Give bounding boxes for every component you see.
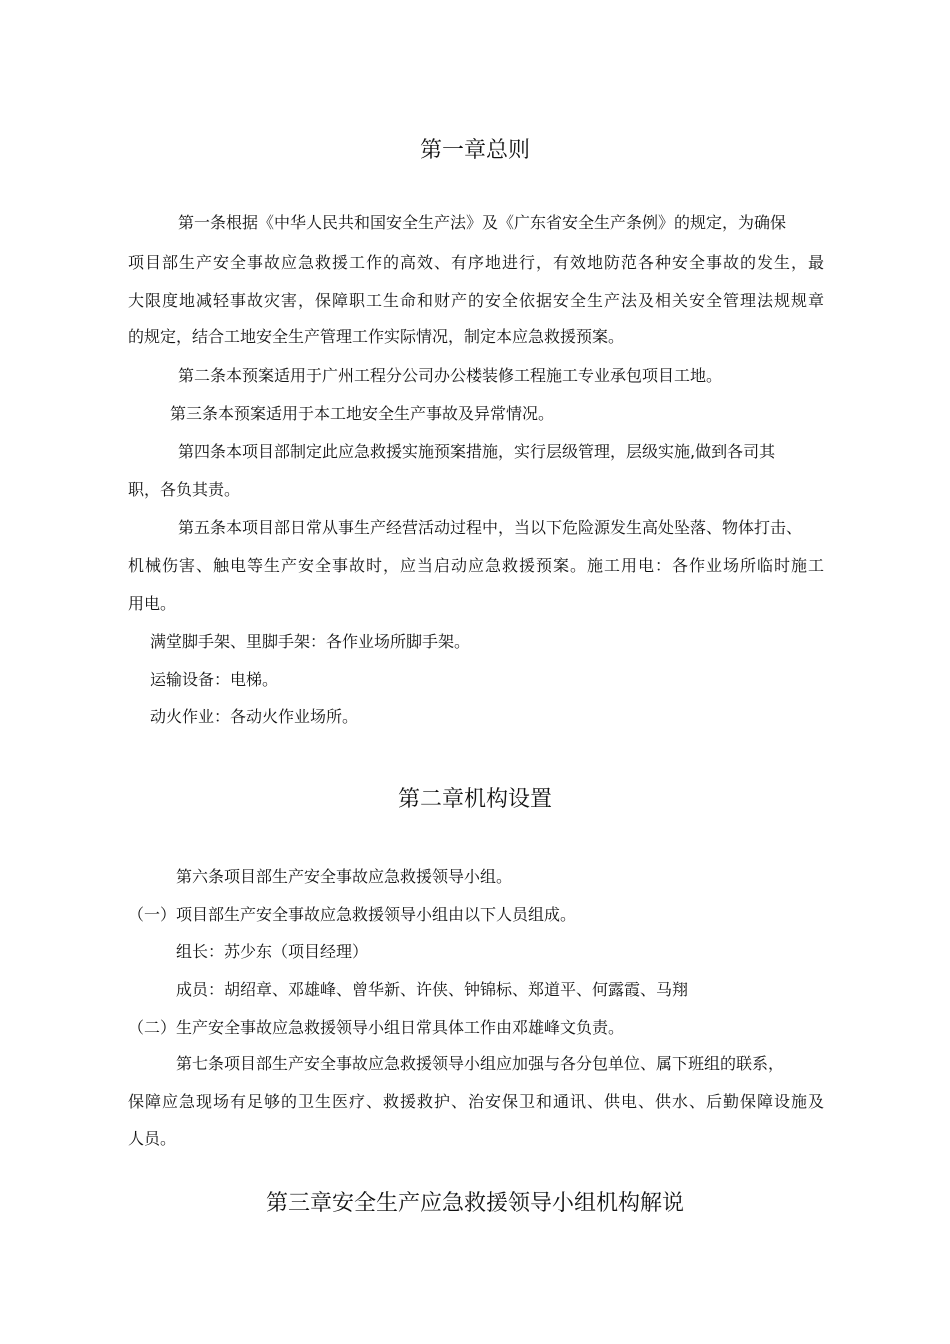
hazard-scaffold: 满堂脚手架、里脚手架：各作业场所脚手架。 xyxy=(150,632,471,651)
article-5-line-3: 用电。 xyxy=(128,594,177,613)
hazard-transport: 运输设备：电梯。 xyxy=(150,670,279,689)
article-4-line-2: 职，各负其责。 xyxy=(128,480,241,499)
hazard-hotwork: 动火作业：各动火作业场所。 xyxy=(150,707,359,726)
article-5-line-1: 第五条本项目部日常从事生产经营活动过程中，当以下危险源发生高处坠落、物体打击、 xyxy=(178,518,803,537)
article-1-line-1: 第一条根据《中华人民共和国安全生产法》及《广东省安全生产条例》的规定，为确保 xyxy=(178,213,787,232)
article-7-line-3: 人员。 xyxy=(128,1129,177,1148)
chapter-1-title: 第一章总则 xyxy=(419,138,530,163)
article-2: 第二条本预案适用于广州工程分公司办公楼装修工程施工专业承包项目工地。 xyxy=(178,366,723,385)
section-1: （一）项目部生产安全事故应急救援领导小组由以下人员组成。 xyxy=(128,905,577,924)
group-members: 成员：胡绍章、邓雄峰、曾华新、许侠、钟锦标、郑道平、何露霞、马翔 xyxy=(176,980,689,999)
article-3: 第三条本预案适用于本工地安全生产事故及异常情况。 xyxy=(170,404,555,423)
article-7-line-2: 保障应急现场有足够的卫生医疗、救援救护、治安保卫和通讯、供电、供水、后勤保障设施及 xyxy=(128,1092,824,1111)
article-4-line-1: 第四条本项目部制定此应急救援实施预案措施，实行层级管理，层级实施,做到各司其 xyxy=(178,442,776,461)
chapter-3-title: 第三章安全生产应急救援领导小组机构解说 xyxy=(265,1191,684,1216)
chapter-2-title: 第二章机构设置 xyxy=(397,787,552,812)
article-1-line-2: 项目部生产安全事故应急救援工作的高效、有序地进行，有效地防范各种安全事故的发生，最 xyxy=(128,253,824,272)
section-2: （二）生产安全事故应急救援领导小组日常具体工作由邓雄峰文负责。 xyxy=(128,1018,625,1037)
article-7-line-1: 第七条项目部生产安全事故应急救援领导小组应加强与各分包单位、属下班组的联系， xyxy=(176,1054,785,1073)
article-1-line-4: 的规定，结合工地安全生产管理工作实际情况，制定本应急救援预案。 xyxy=(128,327,625,346)
article-6: 第六条项目部生产安全事故应急救援领导小组。 xyxy=(176,867,513,886)
group-leader: 组长：苏少东（项目经理） xyxy=(176,942,369,961)
article-1-line-3: 大限度地减轻事故灾害，保障职工生命和财产的安全依据安全生产法及相关安全管理法规规章 xyxy=(128,291,824,310)
article-5-line-2: 机械伤害、触电等生产安全事故时，应当启动应急救援预案。施工用电：各作业场所临时施工 xyxy=(128,556,824,575)
